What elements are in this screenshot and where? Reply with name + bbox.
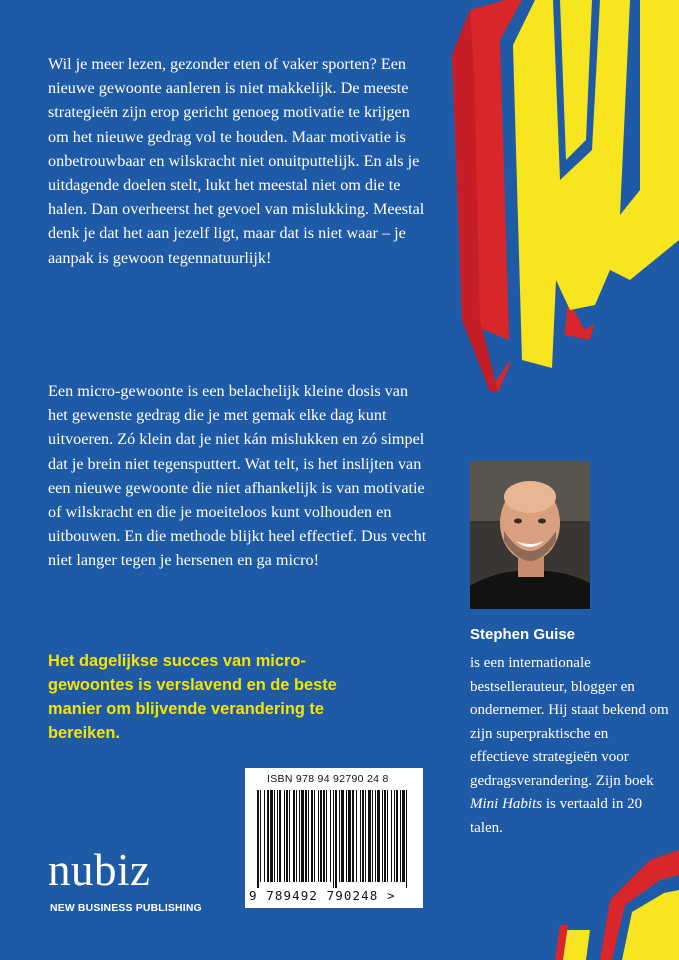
author-photo [470,461,590,609]
author-bio-text: is een internationale bestsellerauteur, blogger en ondernemer. Hij staat bekend om zijn superpraktische en effectieve strategieën voor gedragsverandering. Zijn boek [470,655,669,789]
blurb-paragraph-2: Een micro-gewoonte is een belachelijk kleine dosis van het gewenste gedrag die je met gemak elke dag kunt uitvoeren. Zó klein dat je niet kán mislukken en zó simpel dat je brein niet tegensputtert. Wat telt, is het inslijten van een nieuwe gewoonte die niet afhankelijk is van motivatie of wilskracht en die je moeiteloos kunt volhouden en uitbouwen. En die methode blijkt heel effectief. Dus vecht niet langer tegen je hersenen en ga micro! [48,382,427,570]
publisher-tagline: NEW BUSINESS PUBLISHING [50,903,202,914]
author-name: Stephen Guise [470,626,576,643]
isbn-label: ISBN 978 94 92790 24 8 [267,773,389,785]
author-bio [470,652,670,840]
blurb-paragraph-1: Wil je meer lezen, gezonder eten of vaker sporten? Een nieuwe gewoonte aanleren is niet makkelijk. De meeste strategieën zijn erop gericht genoeg motivatie te krijgen om het nieuwe gedrag vol te houden. Maar motivatie is onbetrouwbaar en wilskracht niet onuitputtelijk. En als je uitdagende doelen stelt, lukt het meestal niet om die te halen. Dan overheerst het gevoel van mislukking. Meestal denk je dat het aan jezelf ligt, maar dat is niet waar – je aanpak is gewoon tegennatuurlijk! [48,55,425,267]
book-title: Mini Habits [470,796,543,812]
isbn-barcode [245,768,423,908]
barcode-bars [257,790,411,888]
isbn-digits: 9 789492 790248 > [249,888,396,903]
publisher-logo: nubiz [48,845,151,895]
author-bio-end: is vertaald in 20 talen. [470,796,643,836]
highlight-quote: Het dagelijkse succes van micro-gewoontes is verslavend en de beste manier om blijvende verandering te bereiken. [48,652,337,742]
